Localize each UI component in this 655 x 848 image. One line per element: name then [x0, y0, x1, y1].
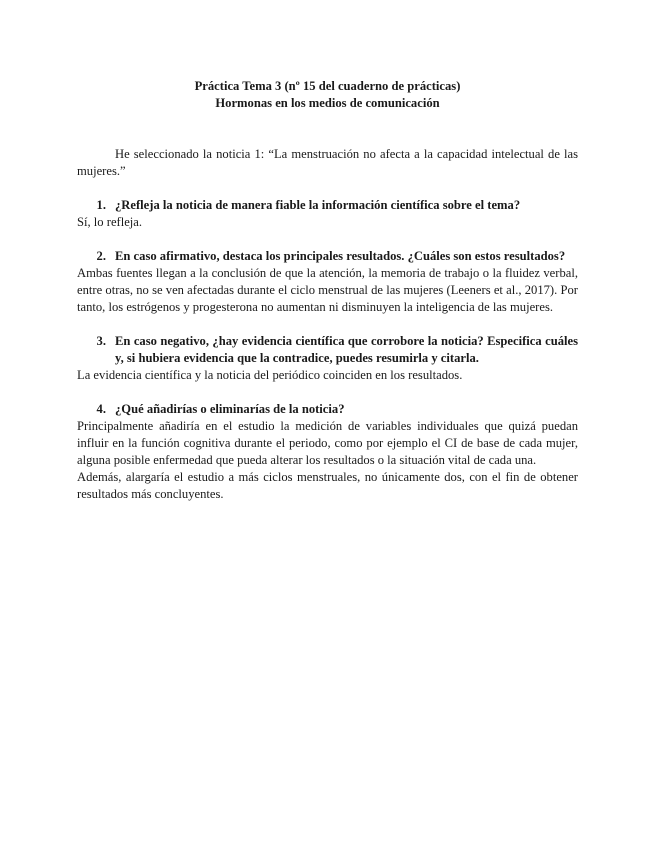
- answer-paragraph: La evidencia científica y la noticia del periódico coinciden en los resultados.: [77, 368, 463, 382]
- question-number: 3.: [96, 334, 106, 348]
- question-text: ¿Refleja la noticia de manera fiable la información científica sobre el tema?: [115, 198, 521, 212]
- document-body: [77, 78, 578, 503]
- question-number: 2.: [96, 249, 106, 263]
- intro-paragraph: He seleccionado la noticia 1: “La menstruación no afecta a la capacidad intelectual de las mujeres.”: [77, 147, 578, 178]
- answer-paragraph: Sí, lo refleja.: [77, 215, 143, 229]
- question-number: 4.: [96, 402, 106, 416]
- question-section-2: [77, 248, 578, 316]
- question-section-4: [77, 401, 578, 503]
- question-section-1: [77, 197, 578, 231]
- question-text: ¿Qué añadirías o eliminarías de la noticia?: [115, 402, 345, 416]
- document-title: Práctica Tema 3 (nº 15 del cuaderno de prácticas): [194, 79, 461, 93]
- question-section-3: [77, 333, 578, 384]
- document-subtitle: Hormonas en los medios de comunicación: [215, 95, 440, 110]
- question-number: 1.: [96, 198, 106, 212]
- question-text: En caso negativo, ¿hay evidencia científica que corrobore la noticia? Especifica cuáles y, si hubiera evidencia que la contradice, puedes resumirla y citarla.: [115, 334, 578, 365]
- question-text: En caso afirmativo, destaca los principales resultados. ¿Cuáles son estos resultados?: [115, 249, 566, 263]
- question-heading: [77, 333, 578, 367]
- question-heading: [77, 401, 578, 418]
- answer-paragraph: Principalmente añadiría en el estudio la medición de variables individuales que quizá puedan influir en la función cognitiva durante el periodo, como por ejemplo el CI de base de cada mujer, alguna posible enfermedad que pueda alterar los resultados o la situación vital de cada una.: [77, 419, 578, 467]
- question-heading: [77, 248, 578, 265]
- answer-paragraph: Ambas fuentes llegan a la conclusión de que la atención, la memoria de trabajo o la fluidez verbal, entre otras, no se ven afectadas durante el ciclo menstrual de las mujeres (Leeners et al., 2017). Por tanto, los estrógenos y progesterona no aumentan ni disminuyen la inteligencia de las mujeres.: [77, 266, 578, 314]
- question-heading: [77, 197, 578, 214]
- answer-paragraph-continued: Además, alargaría el estudio a más ciclos menstruales, no únicamente dos, con el fin de obtener resultados más concluyentes.: [77, 470, 578, 501]
